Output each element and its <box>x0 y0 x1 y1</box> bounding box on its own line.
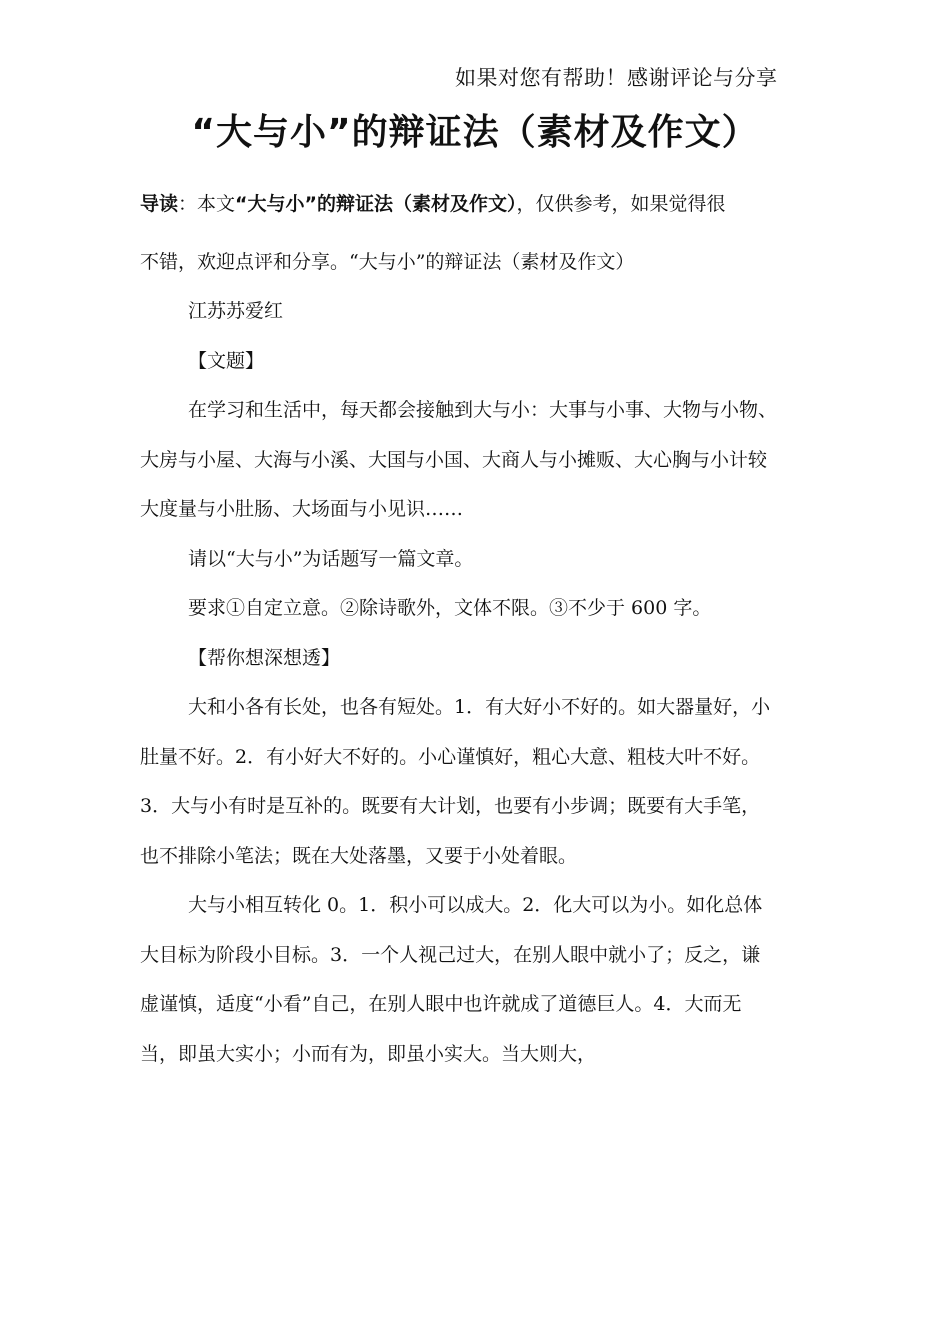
author: 江苏苏爱红 <box>188 300 284 322</box>
requirements-line: 要求①自定立意。②除诗歌外，文体不限。③不少于 600 字。 <box>188 597 712 619</box>
paragraph-2-line: 当，即虽大实小；小而有为，即虽小实大。当大则大， <box>140 1042 597 1065</box>
intro-label: 导读 <box>140 193 179 215</box>
paragraph-1-line: 肚量不好。2．有小好大不好的。小心谨慎好，粗心大意、粗枝大叶不好。 <box>140 745 761 768</box>
intro-bold-title: “大与小”的辩证法（素材及作文） <box>235 193 517 215</box>
paragraph-1-line: 3．大与小有时是互补的。既要有大计划，也要有小步调；既要有大手笔， <box>140 795 761 817</box>
document-title: “大与小”的辩证法（素材及作文） <box>191 112 759 153</box>
intro-colon: ： <box>178 193 198 215</box>
paragraph-2-line: 大与小相互转化 0。1．积小可以成大。2．化大可以为小。如化总体 <box>188 894 763 916</box>
paragraph-2-line: 大目标为阶段小目标。3．一个人视己过大，在别人眼中就小了；反之，谦 <box>140 943 761 966</box>
topic-line: 大房与小屋、大海与小溪、大国与小国、大商人与小摊贩、大心胸与小计较 <box>140 448 768 471</box>
document-body <box>140 180 830 1079</box>
paragraph-2-line: 虚谨慎，适度“小看”自己，在别人眼中也许就成了道德巨人。4．大而无 <box>140 993 742 1015</box>
intro-line-1 <box>140 180 830 230</box>
prompt-line: 请以“大与小”为话题写一篇文章。 <box>188 547 474 570</box>
topic-line: 大度量与小肚肠、大场面与小见识…… <box>140 498 464 520</box>
paragraph-1-line: 也不排除小笔法；既在大处落墨，又要于小处着眼。 <box>140 844 578 867</box>
section-heading-help: 【帮你想深想透】 <box>188 646 341 669</box>
intro-rest: ，仅供参考，如果觉得很 <box>516 193 726 215</box>
topic-line: 在学习和生活中，每天都会接触到大与小：大事与小事、大物与小物、 <box>188 399 778 421</box>
header-note: 如果对您有帮助！感谢评论与分享 <box>455 66 778 90</box>
intro-line-2: 不错，欢迎点评和分享。“大与小”的辩证法（素材及作文） <box>140 250 635 273</box>
paragraph-1-line: 大和小各有长处，也各有短处。1．有大好小不好的。如大器量好，小 <box>188 696 771 718</box>
section-heading-topic: 【文题】 <box>188 349 265 372</box>
intro-prefix: 本文 <box>197 193 236 215</box>
